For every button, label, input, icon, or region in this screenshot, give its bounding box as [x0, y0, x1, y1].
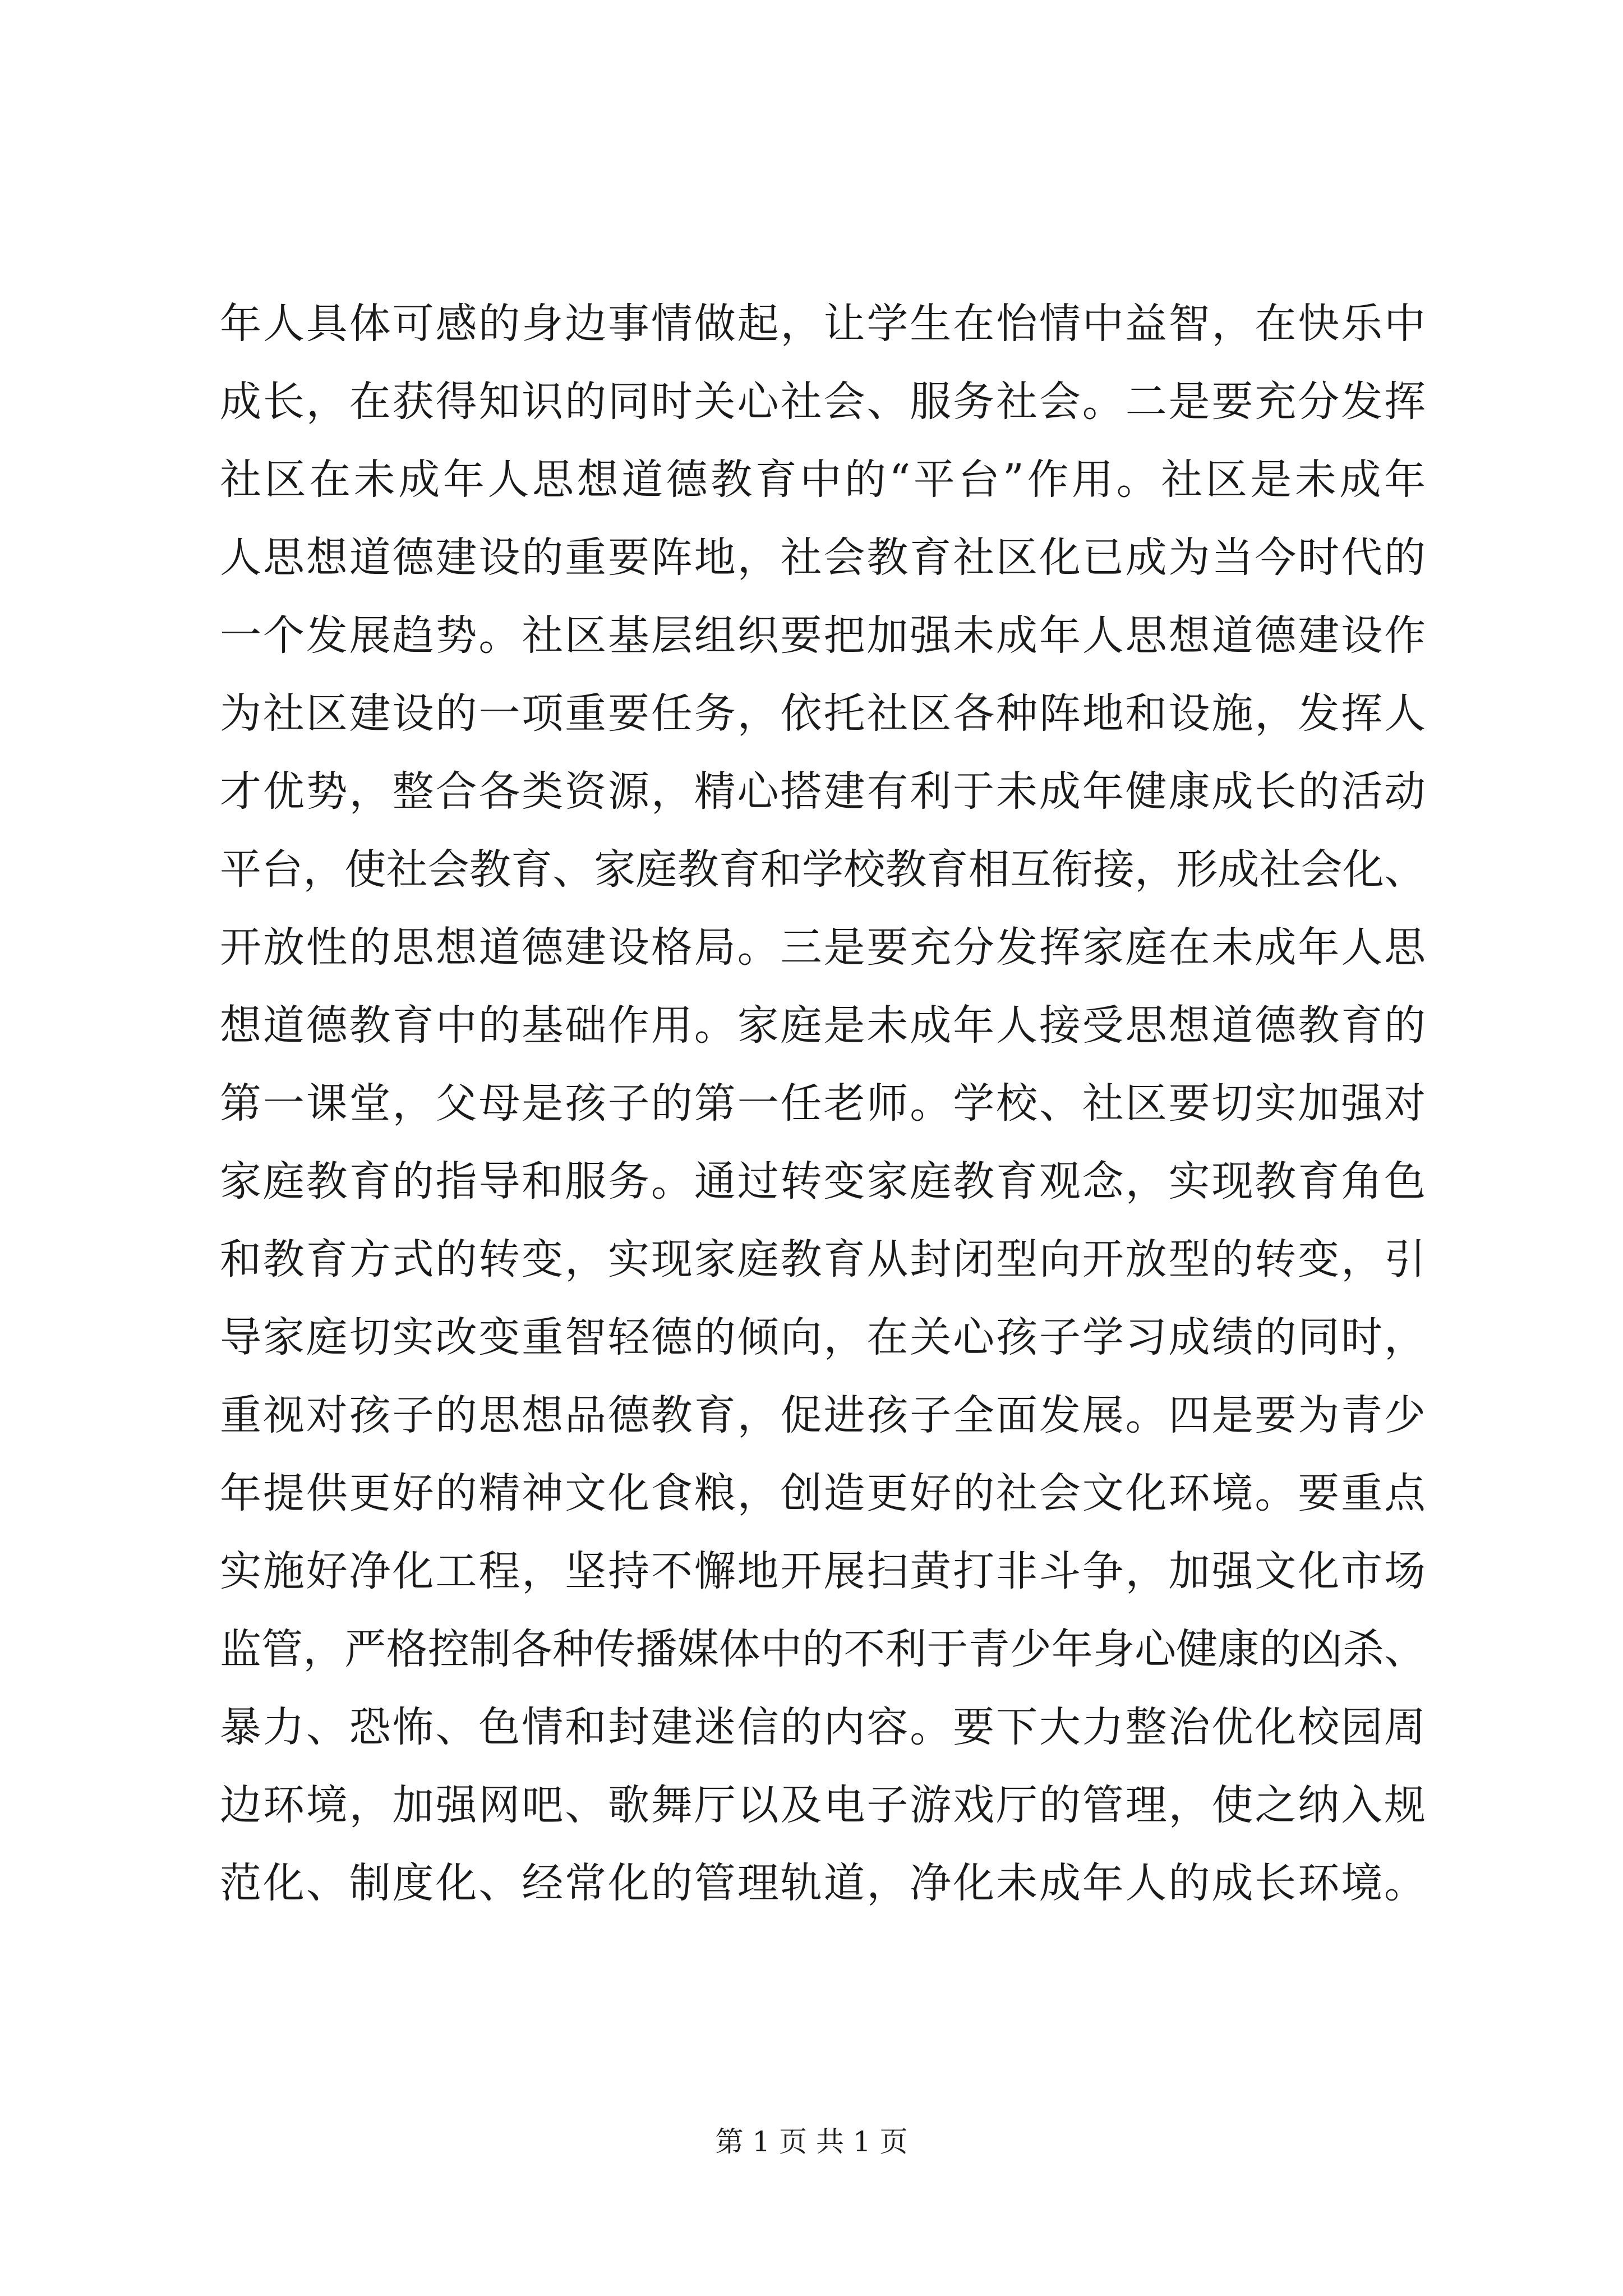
text-line: 范化、制度化、经常化的管理轨道，净化未成年人的成长环境。: [220, 1859, 1426, 1907]
text-line: 开放性的思想道德建设格局。三是要充分发挥家庭在未成年人思: [220, 923, 1426, 972]
text-line: 想道德教育中的基础作用。家庭是未成年人接受思想道德教育的: [220, 1001, 1426, 1050]
text-line: 家庭教育的指导和服务。通过转变家庭教育观念，实现教育角色: [220, 1157, 1426, 1205]
text-line: 成长，在获得知识的同时关心社会、服务社会。二是要充分发挥: [220, 378, 1426, 426]
text-line: 边环境，加强网吧、歌舞厅以及电子游戏厅的管理，使之纳入规: [220, 1781, 1426, 1829]
text-line: 监管，严格控制各种传播媒体中的不利于青少年身心健康的凶杀、: [220, 1625, 1426, 1673]
text-line: 和教育方式的转变，实现家庭教育从封闭型向开放型的转变，引: [220, 1235, 1426, 1283]
text-line: 平台，使社会教育、家庭教育和学校教育相互衔接，形成社会化、: [220, 845, 1426, 894]
text-line: 重视对孩子的思想品德教育，促进孩子全面发展。四是要为青少: [220, 1391, 1426, 1439]
text-line: 社区在未成年人思想道德教育中的“平台”作用。社区是未成年: [220, 455, 1426, 504]
page-number-footer: 第 1 页 共 1 页: [715, 2125, 908, 2158]
text-line: 人思想道德建设的重要阵地，社会教育社区化已成为当今时代的: [220, 533, 1426, 582]
text-line: 年提供更好的精神文化食粮，创造更好的社会文化环境。要重点: [220, 1469, 1426, 1517]
text-line: 一个发展趋势。社区基层组织要把加强未成年人思想道德建设作: [220, 611, 1426, 660]
text-line: 暴力、恐怖、色情和封建迷信的内容。要下大力整治优化校园周: [220, 1703, 1426, 1751]
text-line: 导家庭切实改变重智轻德的倾向，在关心孩子学习成绩的同时，: [220, 1313, 1426, 1361]
text-line: 第一课堂，父母是孩子的第一任老师。学校、社区要切实加强对: [220, 1079, 1426, 1128]
text-line: 实施好净化工程，坚持不懈地开展扫黄打非斗争，加强文化市场: [220, 1547, 1426, 1595]
text-line: 年人具体可感的身边事情做起，让学生在怡情中益智，在快乐中: [220, 300, 1426, 348]
text-line: 为社区建设的一项重要任务，依托社区各种阵地和设施，发挥人: [220, 689, 1426, 738]
text-line: 才优势，整合各类资源，精心搭建有利于未成年健康成长的活动: [220, 767, 1426, 816]
body-paragraph: [220, 285, 1426, 1922]
